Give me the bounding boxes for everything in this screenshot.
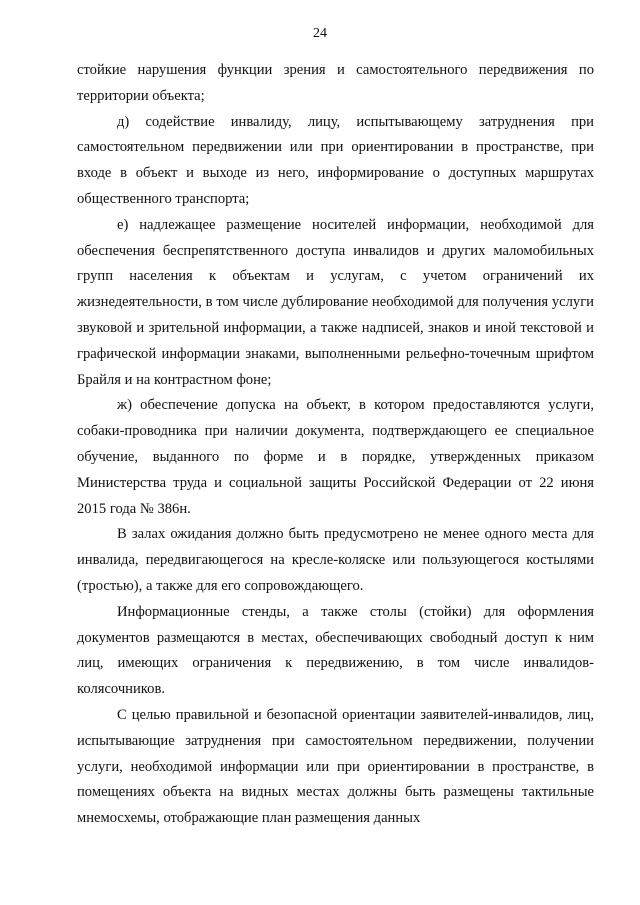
- paragraph-3: е) надлежащее размещение носителей информации, необходимой для обеспечения беспрепятственного доступа инвалидов и других маломобильных групп населения к объектам и услугам, с учетом ограничений их жизнедеятельности, в том числе дублирование необходимой для получения услуги звуковой и зрительной информации, а также надписей, знаков и иной текстовой и графической информации знаками, выполненными рельефно-точечным шрифтом Брайля и на контрастном фоне;: [77, 216, 594, 388]
- paragraph-5: В залах ожидания должно быть предусмотрено не менее одного места для инвалида, передвигающегося на кресле-коляске или пользующегося костылями (тростью), а также для его сопровождающего.: [77, 526, 594, 594]
- paragraph-4: ж) обеспечение допуска на объект, в котором предоставляются услуги, собаки-проводника при наличии документа, подтверждающего ее специальное обучение, выданного по форме и в порядке, утвержденных приказом Министерства труда и социальной защиты Российской Федерации от 22 июня 2015 года № 386н.: [77, 397, 594, 517]
- paragraph-6: Информационные стенды, а также столы (стойки) для оформления документов размещаются в местах, обеспечивающих свободный доступ к ним лиц, имеющих ограничения к передвижению, в том числе инвалидов-колясочников.: [77, 603, 594, 698]
- document-body: [77, 58, 594, 832]
- page-number: 24: [313, 26, 327, 41]
- paragraph-1: стойкие нарушения функции зрения и самостоятельного передвижения по территории объекта;: [77, 62, 594, 104]
- paragraph-7: С целью правильной и безопасной ориентации заявителей-инвалидов, лиц, испытывающие затруднения при самостоятельном передвижении, получении услуги, необходимой информации или при ориентировании в пространстве, в помещениях объекта на видных местах должны быть размещены тактильные мнемосхемы, отображающие план размещения данных: [77, 706, 594, 827]
- paragraph-2: д) содействие инвалиду, лицу, испытывающему затруднения при самостоятельном передвижении или при ориентировании в пространстве, при входе в объект и выходе из него, информирование о доступных маршрутах общественного транспорта;: [77, 113, 594, 207]
